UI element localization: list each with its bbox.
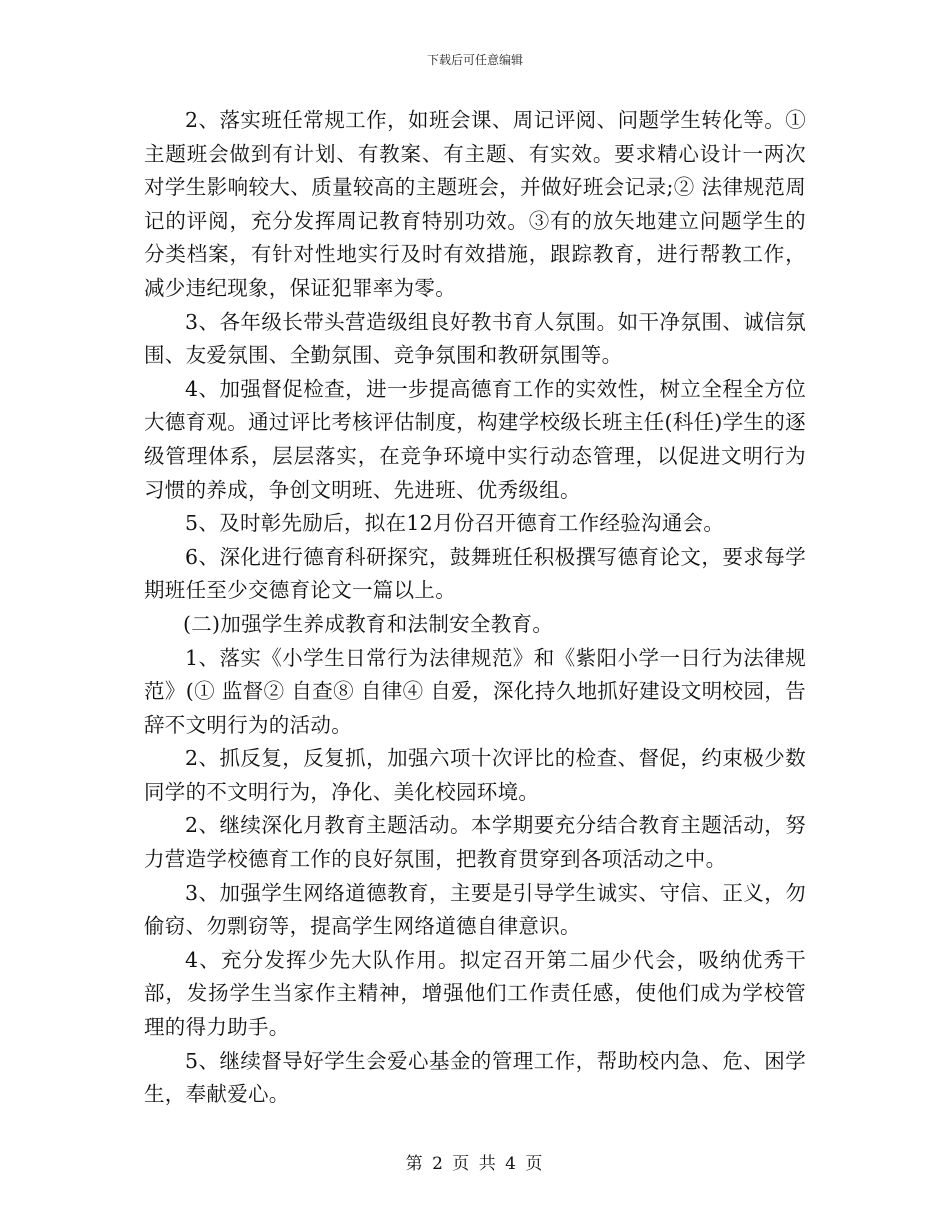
page-header-note: 下载后可任意编辑 [426, 53, 523, 67]
paragraph: 5、及时彰先励后，拟在12月份召开德育工作经验沟通会。 [185, 511, 725, 536]
section-heading: (二)加强学生养成教育和法制安全教育。 [182, 611, 554, 636]
paragraph: 3、各年级长带头营造级组良好教书育人氛围。如干净氛围、诚信氛围、友爱氛围、全勤氛围、竞争氛围和教研氛围等。 [144, 309, 806, 368]
paragraph: 4、加强督促检查，进一步提高德育工作的实效性，树立全程全方位大德育观。通过评比考核评估制度，构建学校级长班主任(科任)学生的逐级管理体系，层层落实，在竞争环境中实行动态管理，以促进文明行为习惯的养成，争创文明班、先进班、优秀级组。 [144, 376, 806, 502]
paragraph: 4、充分发挥少先大队作用。拟定召开第二届少代会，吸纳优秀干部，发扬学生当家作主精神，增强他们工作责任感，使他们成为学校管理的得力助手。 [144, 947, 806, 1040]
paragraph: 2、抓反复，反复抓，加强六项十次评比的检查、督促，约束极少数同学的不文明行为，净化、美化校园环境。 [144, 746, 806, 804]
paragraph: 2、落实班任常规工作，如班会课、周记评阅、问题学生转化等。①主题班会做到有计划、有教案、有主题、有实效。要求精心设计一两次对学生影响较大、质量较高的主题班会，并做好班会记录;② 法律规范周记的评阅，充分发挥周记教育特别功效。③有的放矢地建立问题学生的分类档案，有针对性地实行及时有效措施，跟踪教育，进行帮教工作，减少违纪现象，保证犯罪率为零。 [144, 108, 806, 300]
page-number-footer: 第 2 页 共 4 页 [405, 1154, 545, 1174]
paragraph: 2、继续深化月教育主题活动。本学期要充分结合教育主题活动，努力营造学校德育工作的良好氛围，把教育贯穿到各项活动之中。 [144, 813, 806, 872]
paragraph: 5、继续督导好学生会爱心基金的管理工作，帮助校内急、危、困学生，奉献爱心。 [144, 1048, 806, 1107]
paragraph: 6、深化进行德育科研探究，鼓舞班任积极撰写德育论文，要求每学期班任至少交德育论文一篇以上。 [144, 544, 806, 603]
paragraph: 1、落实《小学生日常行为法律规范》和《紫阳小学一日行为法律规范》(① 监督② 自查⑧ 自律④ 自爱，深化持久地抓好建设文明校园，告辞不文明行为的活动。 [144, 645, 806, 737]
document-body [144, 104, 806, 1112]
paragraph: 3、加强学生网络道德教育，主要是引导学生诚实、守信、正义，勿偷窃、勿剽窃等，提高学生网络道德自律意识。 [144, 880, 806, 939]
